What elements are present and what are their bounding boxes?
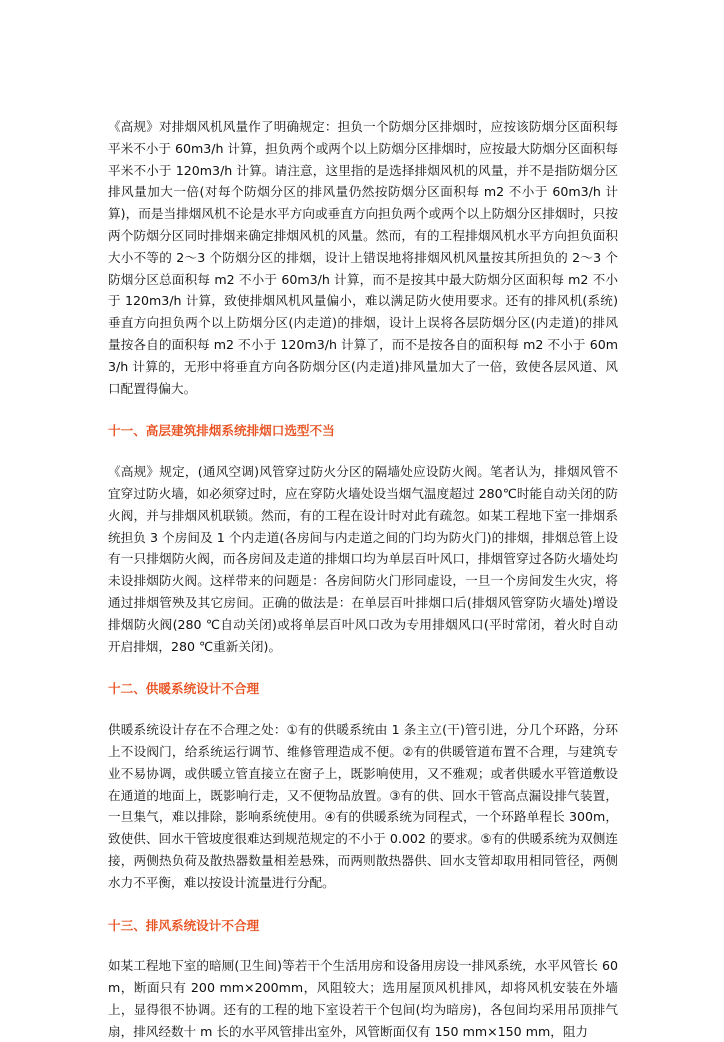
spacer [108,894,618,915]
spacer [108,657,618,678]
section-body-11: 《高规》规定，(通风空调)风管穿过防火分区的隔墙处应设防火阀。笔者认为，排烟风管不宜穿过防火墙，如必须穿过时，应在穿防火墙处设当烟气温度超过 280℃时能自动关闭的防火阀，并与排烟风机联锁。然而，有的工程在设计时对此有疏忽。如某工程地下室一排烟系统担负 3 个房间及 1 个内走道(各房间与内走道之间的门均为防火门)的排烟，排烟总管上设有一只排烟防火阀，而各房间及走道的排烟口均为单层百叶风口，排烟管穿过各防火墙处均未设排烟防火阀。这样带来的问题是：各房间防火门形同虚设，一旦一个房间发生火灾，将通过排烟管殃及其它房间。正确的做法是：在单层百叶排烟口后(排烟风管穿防火墙处)增设排烟防火阀(280 ℃自动关闭)或将单层百叶风口改为专用排烟风口(平时常闭，着火时自动开启排烟，280 ℃重新关闭)。 [108,464,618,654]
section-body-12: 供暖系统设计存在不合理之处：①有的供暖系统由 1 条主立(干)管引进，分几个环路，分环上不设阀门，给系统运行调节、维修管理造成不便。②有的供暖管道布置不合理，与建筑专业不易协调，或供暖立管直接立在窗子上，既影响使用，又不雅观；或者供暖水平管道敷设在通道的地面上，既影响行走，又不便物品放置。③有的供、回水干管高点漏设排气装置，一旦集气，难以排除，影响系统使用。④有的供暖系统为同程式，一个环路单程长 300m，致使供、回水干管坡度很难达到规范规定的不小于 0.002 的要求。⑤有的供暖系统为双侧连接，两侧热负荷及散热器数量相差悬殊，而两则散热器供、回水支管却取用相同管径，两侧水力不平衡，难以按设计流量进行分配。 [108,722,618,890]
section-heading-13: 十三、排风系统设计不合理 [108,917,260,933]
spacer [108,399,618,420]
spacer [108,700,618,719]
section-heading-12: 十二、供暖系统设计不合理 [108,681,260,697]
spacer [108,936,618,955]
section-body-13: 如某工程地下室的暗厕(卫生间)等若干个生活用房和设备用房设一排风系统，水平风管长 60m，断面只有 200 mm×200mm，风阻较大；选用屋顶风机排风，却将风机安装在外墙上，显得很不协调。还有的工程的地下室设若干个包间(均为暗房)，各包间均采用吊顶排气扇，排风经数十 m 长的水平风管排出室外，风管断面仅有 150 mm×150 mm，阻力 [108,958,618,1039]
section-heading-11: 十一、高层建筑排烟系统排烟口选型不当 [108,423,335,439]
intro-paragraph: 《高规》对排烟风机风量作了明确规定：担负一个防烟分区排烟时，应按该防烟分区面积每平米不小于 60m3/h 计算，担负两个或两个以上防烟分区排烟时，应按最大防烟分区面积每平米不小于 120m3/h 计算。请注意，这里指的是选择排烟风机的风量，并不是指防烟分区排风量加大一倍(对每个防烟分区的排风量仍然按防烟分区面积每 m2 不小于 60m3/h 计算)，而是当排烟风机不论是水平方向或垂直方向担负两个或两个以上防烟分区排烟时，只按两个防烟分区同时排烟来确定排烟风机的风量。然而，有的工程排烟风机水平方向担负面积大小不等的 2～3 个防烟分区的排烟，设计上错误地将排烟风机风量按其所担负的 2～3 个防烟分区总面积每 m2 不小于 60m3/h 计算，而不是按其中最大防烟分区面积每 m2 不小于 120m3/h 计算，致使排烟风机风量偏小，难以满足防火使用要求。还有的排风机(系统)垂直方向担负两个以上防烟分区(内走道)的排烟，设计上误将各层防烟分区(内走道)的排风量按各自的面积每 m2 不小于 120m3/h 计算了，而不是按各自的面积每 m2 不小于 60m3/h 计算的，无形中将垂直方向各防烟分区(内走道)排风量加大了一倍，致使各层风道、风口配置得偏大。 [108,119,618,396]
spacer [108,442,618,461]
document-page [108,116,618,1042]
